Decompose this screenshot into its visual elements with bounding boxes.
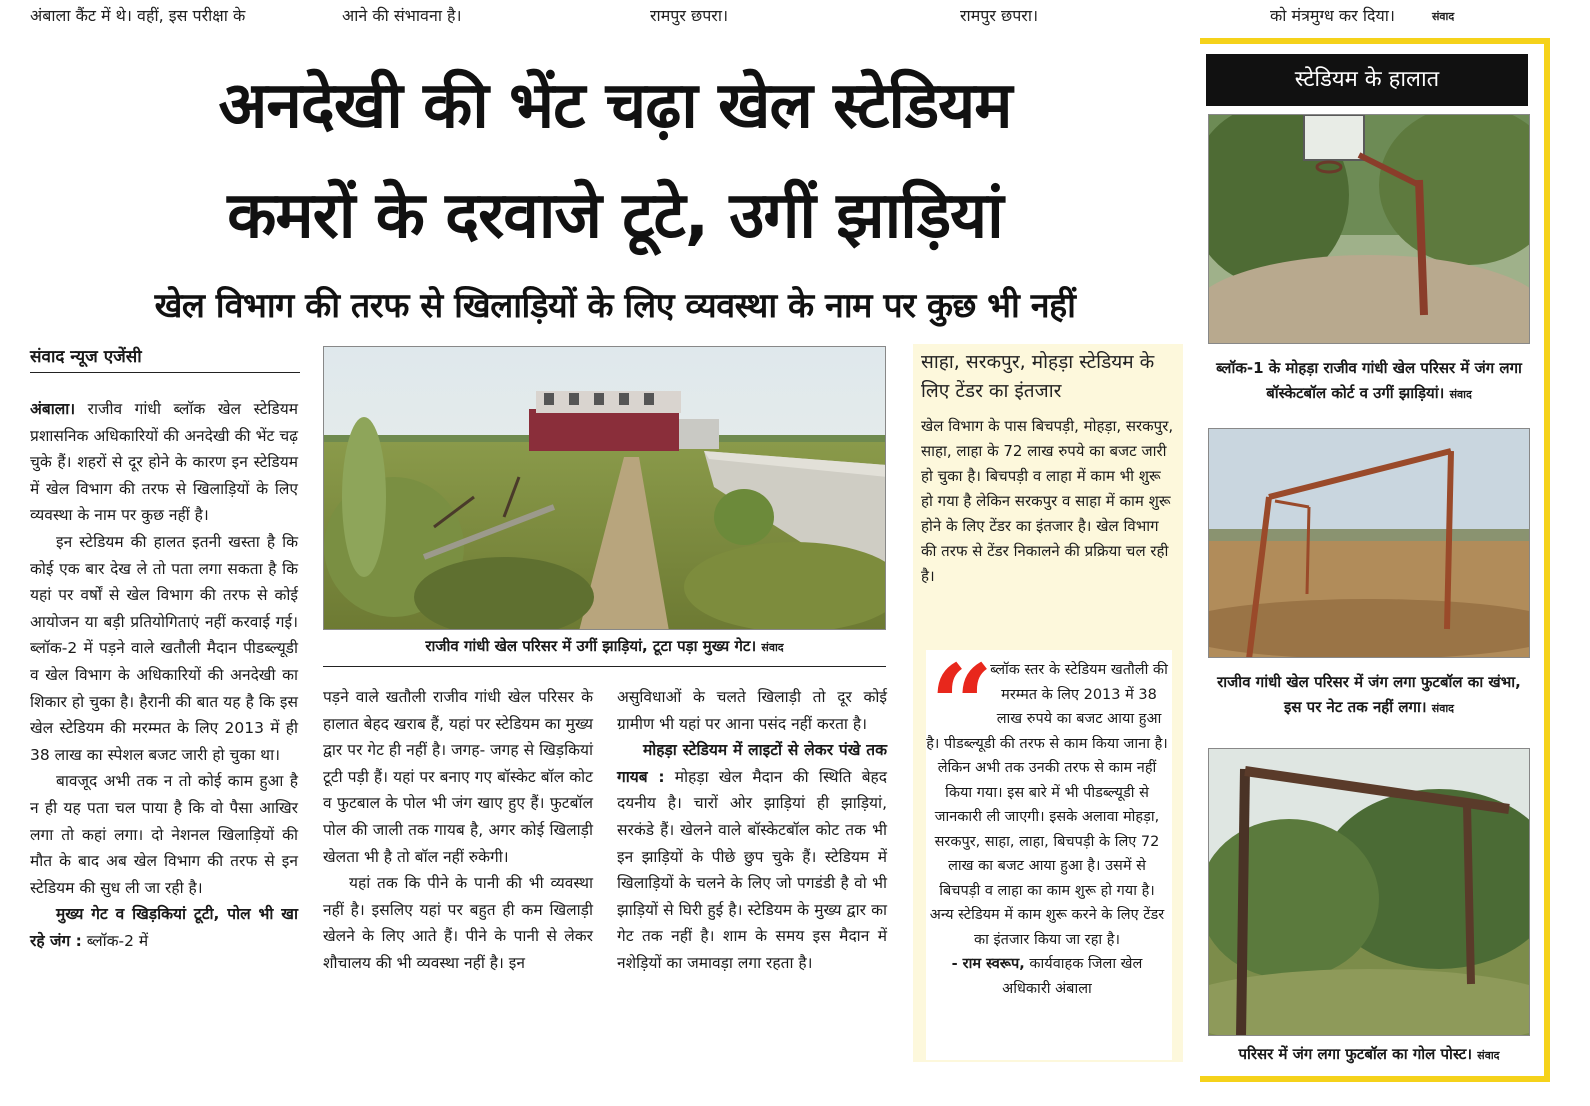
source-tag: संवाद bbox=[1477, 1049, 1500, 1062]
top-strip-source: संवाद bbox=[1432, 10, 1455, 23]
paragraph: पड़ने वाले खतौली राजीव गांधी खेल परिसर के हालात बेहद खराब हैं, यहां पर स्टेडियम का मुख्य द्वार पर गेट ही नहीं है। जगह- जगह से खिड़कियां टूटी पड़ी हैं। यहां पर बनाए गए बॉस्केट बॉल कोट व फुटबाल के पोल भी जंग खाए हुए हैं। फुटबॉल पोल की जाली तक गायब है, अगर कोई खिलाड़ी खेलता भी है तो बॉल नहीं रुकेगी। bbox=[323, 688, 593, 866]
basketball-court-photo bbox=[1208, 114, 1530, 344]
source-tag: संवाद bbox=[1431, 702, 1455, 715]
caption-text: राजीव गांधी खेल परिसर में जंग लगा फुटबॉल का खंभा, इस पर नेट तक नहीं लगा। bbox=[1217, 673, 1521, 716]
source-tag: संवाद bbox=[1449, 388, 1472, 401]
paragraph: यहां तक कि पीने के पानी की भी व्यवस्था नहीं है। इसलिए यहां पर बहुत ही कम खिलाड़ी खेलने के लिए आते हैं। पीने के पानी से लेकर शौचालय की भी व्यवस्था नहीं है। इन bbox=[323, 874, 593, 972]
photo-caption-2 bbox=[1206, 670, 1532, 721]
quote-text: ब्लॉक स्तर के स्टेडियम खतौली की मरम्मत के लिए 2013 में 38 लाख रुपये का बजट आया हुआ है। पीडब्ल्यूडी की तरफ से काम किया जाना है। लेकिन अभी तक उनकी तरफ से काम नहीं किया गया। इस बारे में भी पीडब्ल्यूडी से जानकारी ली जाएगी। इसके अलावा मोहड़ा, सरकपुर, साहा, लाहा, बिचपड़ी के लिए 72 लाख का बजट आया हुआ है। उसमें से बिचपड़ी व लाहा का काम शुरू हो गया है। अन्य स्टेडियम में काम शुरू करने के लिए टेंडर का इंतजार किया जा रहा है। bbox=[926, 662, 1168, 948]
caption-text: ब्लॉक-1 के मोहड़ा राजीव गांधी खेल परिसर में जंग लगा बॉस्केटबॉल कोर्ट व उगीं झाड़ियां। bbox=[1216, 359, 1522, 402]
photo-rule bbox=[323, 666, 886, 667]
subheading: मुख्य गेट व खिड़कियां टूटी, पोल भी खा रहे जंग : bbox=[30, 905, 298, 950]
top-strip-text: अंबाला कैंट में थे। वहीं, इस परीक्षा के bbox=[30, 6, 246, 25]
headline-second: कमरों के दरवाजे टूटे, उगीं झाड़ियां bbox=[227, 179, 1003, 253]
quote-author: - राम स्वरूप, bbox=[951, 956, 1025, 972]
paragraph: राजीव गांधी ब्लॉक खेल स्टेडियम प्रशासनिक अधिकारियों की अनदेखी की भेंट चढ़ चुके हैं। शहरों से दूर होने के कारण इन स्टेडियम में खेल विभाग की तरफ से खिलाड़ियों के लिए व्यवस्था के नाम पर कुछ नहीं है। bbox=[30, 400, 298, 525]
paragraph: मोहड़ा खेल मैदान की स्थिति बेहद दयनीय है। चारों ओर झाड़ियां ही झाड़ियां, सरकंडे हैं। खेलने वाले बॉस्केटबॉल कोट तक भी इन झाड़ियों के पीछे छुप चुके हैं। स्टेडियम में खिलाड़ियों के चलने के लिए जो पगडंडी है वो भी झाड़ियों से घिरी हुई है। स्टेडियम के मुख्य द्वार का गेट तक नहीं है। शाम के समय इस मैदान में नशेड़ियों का जमावड़ा लगा रहता है। bbox=[617, 767, 887, 972]
quote-mark-icon: “ bbox=[930, 640, 994, 769]
right-column-heading: स्टेडियम के हालात bbox=[1206, 54, 1528, 106]
byline-rule bbox=[30, 372, 300, 373]
photo-caption-3 bbox=[1206, 1042, 1532, 1068]
sidebox-body: खेल विभाग के पास बिचपड़ी, मोहड़ा, सरकपुर, साहा, लाहा के 72 लाख रुपये का बजट जारी हो चुका है। बिचपड़ी व लाहा में काम भी शुरू हो गया है लेकिन सरकपुर व साहा में काम शुरू होने के लिए टेंडर का इंतजार है। खेल विभाग की तरफ से टेंडर निकालने की प्रक्रिया चल रही है। bbox=[921, 417, 1174, 585]
sidebox-heading: साहा, सरकपुर, मोहड़ा स्टेडियम के लिए टेंडर का इंतजार bbox=[921, 351, 1155, 402]
top-strip-text: को मंत्रमुग्ध कर दिया। bbox=[1270, 6, 1395, 25]
article-column-3 bbox=[617, 684, 887, 977]
top-strip-text: रामपुर छपरा। bbox=[650, 6, 729, 25]
dateline: अंबाला। bbox=[30, 400, 76, 418]
subheadline: खेल विभाग की तरफ से खिलाड़ियों के लिए व्यवस्था के नाम पर कुछ भी नहीं bbox=[154, 286, 1076, 326]
byline: संवाद न्यूज एजेंसी bbox=[30, 347, 142, 367]
top-strip bbox=[0, 0, 1590, 32]
official-quote bbox=[926, 640, 1172, 1060]
main-stadium-photo bbox=[323, 346, 886, 630]
goal-post-photo bbox=[1208, 748, 1530, 1036]
paragraph: असुविधाओं के चलते खिलाड़ी तो दूर कोई ग्रामीण भी यहां पर आना पसंद नहीं करता है। bbox=[617, 688, 887, 733]
main-photo-caption bbox=[323, 634, 886, 660]
article-column-1 bbox=[30, 396, 298, 954]
caption-text: राजीव गांधी खेल परिसर में उगीं झाड़ियां, टूटा पड़ा मुख्य गेट। bbox=[425, 637, 757, 655]
quote-text-block bbox=[926, 658, 1168, 1001]
article-column-2 bbox=[323, 684, 593, 977]
paragraph: ब्लॉक-2 में bbox=[81, 931, 149, 950]
paragraph: बावजूद अभी तक न तो कोई काम हुआ है न ही यह पता चल पाया है कि वो पैसा आखिर लगा तो कहां लगा। दो नेशनल खिलाड़ियों की मौत के बाद अब खेल विभाग की तरफ से इन स्टेडियम की सुध ली जा रही है। bbox=[30, 772, 298, 897]
football-post-photo bbox=[1208, 428, 1530, 658]
caption-text: परिसर में जंग लगा फुटबॉल का गोल पोस्ट। bbox=[1238, 1045, 1473, 1063]
headline-main: अनदेखी की भेंट चढ़ा खेल स्टेडियम bbox=[218, 69, 1012, 143]
paragraph: इन स्टेडियम की हालत इतनी खस्ता है कि कोई एक बार देख ले तो पता लगा सकता है कि यहां पर वर्षों से खेल विभाग की तरफ से कोई आयोजन या बड़ी प्रतियोगिताएं नहीं करवाई गई। ब्लॉक-2 में पड़ने वाले खतौली मैदान पीडब्ल्यूडी व खेल विभाग के अधिकारियों की अनदेखी का शिकार हो चुका है। हैरानी की बात यह है कि इस खेल स्टेडियम की मरम्मत के लिए 2013 में ही 38 लाख का स्पेशल बजट जारी हो चुका था। bbox=[30, 532, 298, 764]
top-strip-text: आने की संभावना है। bbox=[342, 6, 462, 25]
subheading: मोहड़ा स्टेडियम में लाइटों से लेकर पंखे तक गायब : bbox=[617, 741, 887, 786]
source-tag: संवाद bbox=[761, 641, 784, 654]
top-strip-text: रामपुर छपरा। bbox=[960, 6, 1039, 25]
photo-caption-1 bbox=[1206, 356, 1532, 407]
quote-author-title: कार्यवाहक जिला खेल अधिकारी अंबाला bbox=[1002, 956, 1143, 997]
